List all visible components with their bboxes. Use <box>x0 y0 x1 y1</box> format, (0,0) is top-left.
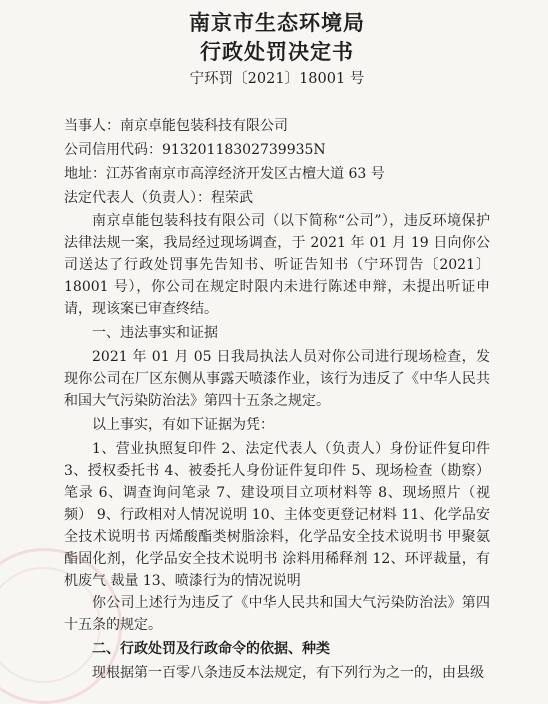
section-1-heading: 一、违法事实和证据 <box>92 325 218 341</box>
document-title: 行政处罚决定书 <box>200 39 354 64</box>
evidence-list-paragraph: 1、营业执照复印件 2、法定代表人（负责人）身份证件复印件 3、授权委托书 4、被委托人身份证件复印件 5、现场检查（勘察）笔录 6、调查询问笔录 7、建设项目立项材料等 8、现场照片（视频） 9、行政相对人情况说明 10、主体变更登记材料 11、化学品安全技术说明书 丙烯酸酯类树脂涂料，化学品安全技术说明书 甲聚氨酯固化剂，化学品安全技术说明书 涂料用稀释剂 12、环评裁量，有机废气 裁量 13、喷漆行为的情况说明 <box>64 441 490 589</box>
agency-name: 南京市生态环境局 <box>189 10 365 35</box>
legal-basis-paragraph: 现根据第一百零八条违反本法规定，有下列行为之一的，由县级 <box>92 665 484 681</box>
evidence-intro: 以上事实，有如下证据为凭： <box>92 417 274 433</box>
credit-code: 公司信用代码：9132011830273993​5N <box>64 142 326 158</box>
party-name: 当事人：南京卓能包装科技有限公司 <box>64 118 288 134</box>
facts-paragraph: 2021 年 01 月 05 日我局执法人员对你公司进行现场检查，发现你公司在厂区东侧从事露天喷漆作业，该行为违反了《中华人民共和国大气污染防治法》第四十五条之规定。 <box>64 349 490 409</box>
section-2-heading: 二、行政处罚及行政命令的依据、种类 <box>92 641 330 657</box>
party-address: 地址：江苏省南京市高淳经济开发区古檀大道 63 号 <box>64 166 385 182</box>
case-intro-paragraph: 南京卓能包装科技有限公司（以下简称“公司”），违反环境保护法律法规一案，我局经过现场调查，于 2021 年 01 月 19 日向你公司送达了行政处罚事先告知书、听证告知书（宁环罚告〔2021〕18001 号），你公司在规定时限内未进行陈述申辩，未提出听证申请，现该案已审查终结。 <box>64 213 490 317</box>
violation-summary-paragraph: 你公司上述行为违反了《中华人民共和国大气污染防治法》第四十五条的规定。 <box>64 595 490 633</box>
document-number: 宁环罚〔2021〕18001 号 <box>189 71 365 87</box>
legal-representative: 法定代表人（负责人）：程荣武 <box>64 190 253 206</box>
